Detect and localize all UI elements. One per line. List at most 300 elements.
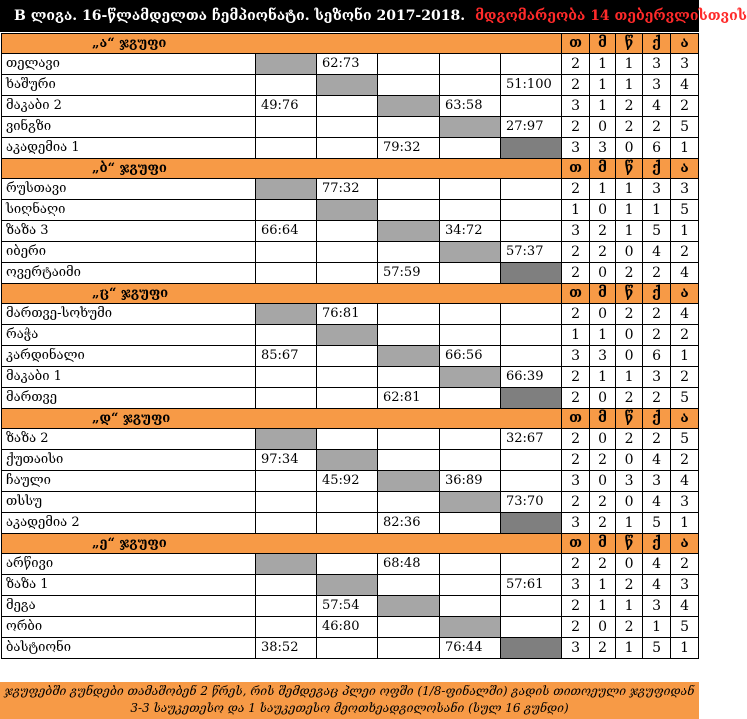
stat-header: ა <box>671 34 699 54</box>
team-stat: 1 <box>590 96 616 117</box>
team-name: აკადემია 2 <box>2 513 256 534</box>
match-score <box>317 263 378 284</box>
match-score <box>501 304 562 325</box>
group-name: „ა“ ჯგუფი <box>2 34 562 54</box>
diagonal-cell <box>440 117 501 138</box>
team-name: იბერი <box>2 242 256 263</box>
team-stat: 4 <box>671 596 699 617</box>
stat-header: ქ <box>643 534 671 554</box>
match-score <box>317 138 378 159</box>
stat-header: წ <box>616 409 643 429</box>
team-stat: 0 <box>616 554 643 575</box>
diagonal-cell <box>440 617 501 638</box>
match-score <box>440 325 501 346</box>
team-stat: 2 <box>643 429 671 450</box>
team-stat: 2 <box>671 367 699 388</box>
team-stat: 0 <box>590 617 616 638</box>
diagonal-cell <box>501 513 562 534</box>
team-row <box>2 575 699 596</box>
team-row <box>2 513 699 534</box>
match-score <box>378 200 440 221</box>
match-score <box>378 242 440 263</box>
match-score <box>378 638 440 659</box>
team-stat: 3 <box>562 138 590 159</box>
footer-note: ჯგუფებში გუნდები თამაშობენ 2 წრეს, რის შემდეგაც პლეი ოფში (1/8-ფინალში) გადის თითოეული ჯგუფიდან 3-3 საუკეთესო და 1 საუკეთესო მეოთხეადგილოსანი (სულ 16 გუნდი) <box>0 682 699 719</box>
team-name: ორბი <box>2 617 256 638</box>
match-score <box>317 242 378 263</box>
diagonal-cell <box>317 75 378 96</box>
team-stat: 0 <box>590 471 616 492</box>
team-row <box>2 346 699 367</box>
team-stat: 2 <box>671 325 699 346</box>
diagonal-cell <box>317 450 378 471</box>
team-stat: 1 <box>590 179 616 200</box>
team-stat: 2 <box>616 617 643 638</box>
team-stat: 2 <box>643 263 671 284</box>
match-score <box>317 96 378 117</box>
team-stat: 5 <box>671 200 699 221</box>
team-stat: 2 <box>562 596 590 617</box>
stat-header: მ <box>590 534 616 554</box>
team-stat: 0 <box>590 429 616 450</box>
match-score <box>256 492 317 513</box>
team-stat: 5 <box>643 638 671 659</box>
team-row <box>2 429 699 450</box>
team-stat: 2 <box>616 304 643 325</box>
diagonal-cell <box>378 96 440 117</box>
team-stat: 3 <box>562 96 590 117</box>
team-stat: 2 <box>562 492 590 513</box>
match-score <box>256 242 317 263</box>
stat-header: ა <box>671 534 699 554</box>
team-stat: 0 <box>590 200 616 221</box>
team-stat: 0 <box>616 492 643 513</box>
team-stat: 3 <box>643 54 671 75</box>
team-stat: 4 <box>671 263 699 284</box>
match-score <box>501 617 562 638</box>
match-score: 36:89 <box>440 471 501 492</box>
match-score <box>440 75 501 96</box>
team-stat: 3 <box>562 513 590 534</box>
team-stat: 3 <box>562 221 590 242</box>
team-stat: 2 <box>671 450 699 471</box>
group-header <box>2 409 699 429</box>
team-stat: 1 <box>616 596 643 617</box>
team-row <box>2 75 699 96</box>
team-stat: 2 <box>616 388 643 409</box>
team-stat: 2 <box>562 617 590 638</box>
match-score <box>440 429 501 450</box>
team-name: კარდინალი <box>2 346 256 367</box>
team-name: ზაზა 1 <box>2 575 256 596</box>
league-title: B ლიგა. 16-წლამდელთა ჩემპიონატი. სეზონი 2017-2018. <box>14 8 466 24</box>
diagonal-cell <box>256 179 317 200</box>
team-stat: 3 <box>643 596 671 617</box>
team-stat: 1 <box>590 367 616 388</box>
group-header <box>2 534 699 554</box>
match-score <box>378 575 440 596</box>
team-stat: 2 <box>590 450 616 471</box>
match-score <box>256 325 317 346</box>
stat-header: თ <box>562 534 590 554</box>
diagonal-cell <box>256 54 317 75</box>
match-score <box>378 179 440 200</box>
match-score <box>256 575 317 596</box>
match-score: 27:97 <box>501 117 562 138</box>
match-score <box>256 596 317 617</box>
team-stat: 1 <box>616 221 643 242</box>
match-score: 66:56 <box>440 346 501 367</box>
team-stat: 3 <box>590 346 616 367</box>
team-name: მართვე-სოხუმი <box>2 304 256 325</box>
match-score <box>256 513 317 534</box>
stat-header: მ <box>590 34 616 54</box>
team-row <box>2 242 699 263</box>
team-stat: 4 <box>643 554 671 575</box>
team-stat: 3 <box>643 471 671 492</box>
group-header <box>2 34 699 54</box>
team-stat: 2 <box>671 242 699 263</box>
team-stat: 1 <box>562 325 590 346</box>
team-stat: 2 <box>671 554 699 575</box>
team-stat: 2 <box>616 263 643 284</box>
stat-header: წ <box>616 159 643 179</box>
team-stat: 2 <box>562 117 590 138</box>
team-stat: 3 <box>562 471 590 492</box>
team-stat: 3 <box>643 367 671 388</box>
team-row <box>2 138 699 159</box>
team-name: მეგა <box>2 596 256 617</box>
team-name: ქუთაისი <box>2 450 256 471</box>
team-stat: 2 <box>643 304 671 325</box>
team-name: ხაშური <box>2 75 256 96</box>
diagonal-cell <box>317 575 378 596</box>
team-stat: 2 <box>590 242 616 263</box>
team-stat: 3 <box>562 638 590 659</box>
group-name: „დ“ ჯგუფი <box>2 409 562 429</box>
match-score: 66:39 <box>501 367 562 388</box>
match-score <box>378 617 440 638</box>
team-stat: 4 <box>671 471 699 492</box>
match-score <box>440 596 501 617</box>
match-score <box>317 554 378 575</box>
team-stat: 4 <box>643 575 671 596</box>
team-stat: 2 <box>562 263 590 284</box>
team-name: აკადემია 1 <box>2 138 256 159</box>
team-stat: 2 <box>590 221 616 242</box>
diagonal-cell <box>317 200 378 221</box>
team-stat: 2 <box>590 554 616 575</box>
team-stat: 5 <box>671 617 699 638</box>
team-name: მაკაბი 1 <box>2 367 256 388</box>
team-stat: 2 <box>590 513 616 534</box>
team-row <box>2 263 699 284</box>
team-stat: 2 <box>590 638 616 659</box>
team-stat: 4 <box>643 96 671 117</box>
team-stat: 5 <box>671 388 699 409</box>
stat-header: ქ <box>643 284 671 304</box>
match-score <box>256 367 317 388</box>
team-name: სიღნაღი <box>2 200 256 221</box>
match-score <box>501 346 562 367</box>
team-stat: 1 <box>671 221 699 242</box>
stat-header: წ <box>616 284 643 304</box>
match-score <box>440 179 501 200</box>
diagonal-cell <box>378 596 440 617</box>
match-score <box>256 138 317 159</box>
team-row <box>2 304 699 325</box>
match-score <box>378 325 440 346</box>
team-stat: 1 <box>616 75 643 96</box>
team-stat: 3 <box>562 346 590 367</box>
team-stat: 1 <box>616 367 643 388</box>
team-stat: 0 <box>616 346 643 367</box>
match-score: 97:34 <box>256 450 317 471</box>
team-stat: 5 <box>671 117 699 138</box>
stat-header: მ <box>590 284 616 304</box>
stat-header: ა <box>671 409 699 429</box>
stat-header: მ <box>590 159 616 179</box>
team-stat: 4 <box>671 75 699 96</box>
team-stat: 6 <box>643 346 671 367</box>
match-score <box>501 450 562 471</box>
team-name: რუსთავი <box>2 179 256 200</box>
match-score: 57:59 <box>378 263 440 284</box>
team-row <box>2 554 699 575</box>
team-name: ბასტიონი <box>2 638 256 659</box>
standings-table <box>1 33 699 659</box>
stat-header: ქ <box>643 159 671 179</box>
team-stat: 2 <box>562 242 590 263</box>
diagonal-cell <box>440 242 501 263</box>
match-score <box>317 638 378 659</box>
team-stat: 1 <box>643 617 671 638</box>
match-score <box>501 221 562 242</box>
team-stat: 5 <box>643 513 671 534</box>
match-score <box>317 388 378 409</box>
match-score: 49:76 <box>256 96 317 117</box>
team-stat: 2 <box>590 492 616 513</box>
match-score <box>440 138 501 159</box>
team-stat: 1 <box>590 75 616 96</box>
match-score: 76:44 <box>440 638 501 659</box>
match-score: 51:100 <box>501 75 562 96</box>
team-row <box>2 221 699 242</box>
diagonal-cell <box>501 638 562 659</box>
match-score <box>440 388 501 409</box>
team-stat: 4 <box>643 492 671 513</box>
diagonal-cell <box>440 492 501 513</box>
match-score <box>440 54 501 75</box>
team-stat: 1 <box>590 54 616 75</box>
match-score <box>378 54 440 75</box>
title-bar <box>0 0 747 32</box>
match-score <box>440 200 501 221</box>
team-stat: 3 <box>562 575 590 596</box>
match-score <box>440 513 501 534</box>
match-score: 77:32 <box>317 179 378 200</box>
diagonal-cell <box>440 367 501 388</box>
group-header <box>2 159 699 179</box>
match-score <box>378 492 440 513</box>
team-stat: 0 <box>590 304 616 325</box>
team-stat: 2 <box>562 388 590 409</box>
match-score <box>440 450 501 471</box>
match-score <box>256 617 317 638</box>
team-stat: 6 <box>643 138 671 159</box>
team-stat: 2 <box>562 367 590 388</box>
match-score <box>317 117 378 138</box>
match-score: 45:92 <box>317 471 378 492</box>
team-row <box>2 388 699 409</box>
match-score: 32:67 <box>501 429 562 450</box>
diagonal-cell <box>256 554 317 575</box>
status-date-title: მდგომარეობა 14 თებერვლისთვის <box>475 8 747 24</box>
team-stat: 3 <box>643 179 671 200</box>
team-stat: 3 <box>616 471 643 492</box>
match-score <box>378 429 440 450</box>
team-name: რაჭა <box>2 325 256 346</box>
match-score: 57:37 <box>501 242 562 263</box>
team-stat: 2 <box>562 179 590 200</box>
team-stat: 0 <box>616 242 643 263</box>
team-stat: 1 <box>616 179 643 200</box>
team-name: თელავი <box>2 54 256 75</box>
team-stat: 0 <box>616 450 643 471</box>
stat-header: ა <box>671 159 699 179</box>
team-name: ჩაული <box>2 471 256 492</box>
team-stat: 2 <box>671 96 699 117</box>
team-stat: 1 <box>616 200 643 221</box>
team-stat: 1 <box>590 575 616 596</box>
team-stat: 1 <box>671 513 699 534</box>
match-score <box>256 117 317 138</box>
match-score <box>501 471 562 492</box>
match-score: 63:58 <box>440 96 501 117</box>
team-stat: 0 <box>590 263 616 284</box>
team-name: ვინგზი <box>2 117 256 138</box>
match-score <box>256 75 317 96</box>
stat-header: მ <box>590 409 616 429</box>
team-stat: 1 <box>643 200 671 221</box>
match-score: 46:80 <box>317 617 378 638</box>
stat-header: ქ <box>643 409 671 429</box>
team-name: ოვერტაიმი <box>2 263 256 284</box>
match-score <box>440 304 501 325</box>
team-row <box>2 179 699 200</box>
team-stat: 3 <box>590 138 616 159</box>
match-score: 79:32 <box>378 138 440 159</box>
team-stat: 2 <box>562 54 590 75</box>
group-name: „ც“ ჯგუფი <box>2 284 562 304</box>
group-name: „ბ“ ჯგუფი <box>2 159 562 179</box>
team-stat: 1 <box>562 200 590 221</box>
team-row <box>2 367 699 388</box>
match-score <box>378 450 440 471</box>
team-stat: 2 <box>643 325 671 346</box>
team-stat: 3 <box>671 575 699 596</box>
match-score <box>256 200 317 221</box>
match-score <box>256 471 317 492</box>
team-stat: 2 <box>562 450 590 471</box>
team-name: თსსუ <box>2 492 256 513</box>
team-row <box>2 325 699 346</box>
team-stat: 0 <box>616 325 643 346</box>
match-score: 57:54 <box>317 596 378 617</box>
team-stat: 3 <box>671 492 699 513</box>
match-score <box>317 492 378 513</box>
diagonal-cell <box>256 304 317 325</box>
team-stat: 1 <box>590 596 616 617</box>
team-row <box>2 117 699 138</box>
team-name: ზაზა 3 <box>2 221 256 242</box>
team-stat: 2 <box>562 554 590 575</box>
team-stat: 0 <box>590 117 616 138</box>
diagonal-cell <box>256 429 317 450</box>
team-stat: 1 <box>671 638 699 659</box>
team-stat: 0 <box>590 388 616 409</box>
team-stat: 2 <box>562 304 590 325</box>
stat-header: ქ <box>643 34 671 54</box>
group-header <box>2 284 699 304</box>
diagonal-cell <box>501 138 562 159</box>
team-stat: 2 <box>562 429 590 450</box>
team-row <box>2 200 699 221</box>
match-score <box>440 575 501 596</box>
match-score: 82:36 <box>378 513 440 534</box>
match-score <box>378 367 440 388</box>
team-stat: 2 <box>643 388 671 409</box>
team-stat: 2 <box>616 575 643 596</box>
match-score: 62:73 <box>317 54 378 75</box>
team-row <box>2 96 699 117</box>
team-stat: 1 <box>616 54 643 75</box>
match-score <box>501 596 562 617</box>
team-name: ზაზა 2 <box>2 429 256 450</box>
match-score: 38:52 <box>256 638 317 659</box>
stat-header: წ <box>616 534 643 554</box>
match-score <box>317 513 378 534</box>
match-score <box>256 388 317 409</box>
team-row <box>2 638 699 659</box>
match-score <box>440 554 501 575</box>
stat-header: ა <box>671 284 699 304</box>
match-score <box>501 54 562 75</box>
team-name: მართვე <box>2 388 256 409</box>
team-row <box>2 54 699 75</box>
match-score: 85:67 <box>256 346 317 367</box>
match-score <box>440 263 501 284</box>
team-stat: 2 <box>562 75 590 96</box>
team-row <box>2 596 699 617</box>
group-name: „ე“ ჯგუფი <box>2 534 562 554</box>
team-stat: 5 <box>643 221 671 242</box>
team-stat: 4 <box>643 242 671 263</box>
match-score <box>256 263 317 284</box>
match-score: 76:81 <box>317 304 378 325</box>
match-score <box>378 117 440 138</box>
match-score: 34:72 <box>440 221 501 242</box>
stat-header: თ <box>562 34 590 54</box>
team-name: არწივი <box>2 554 256 575</box>
match-score: 68:48 <box>378 554 440 575</box>
match-score <box>501 554 562 575</box>
stat-header: წ <box>616 34 643 54</box>
team-stat: 1 <box>616 513 643 534</box>
team-row <box>2 450 699 471</box>
team-stat: 1 <box>616 638 643 659</box>
match-score: 57:61 <box>501 575 562 596</box>
